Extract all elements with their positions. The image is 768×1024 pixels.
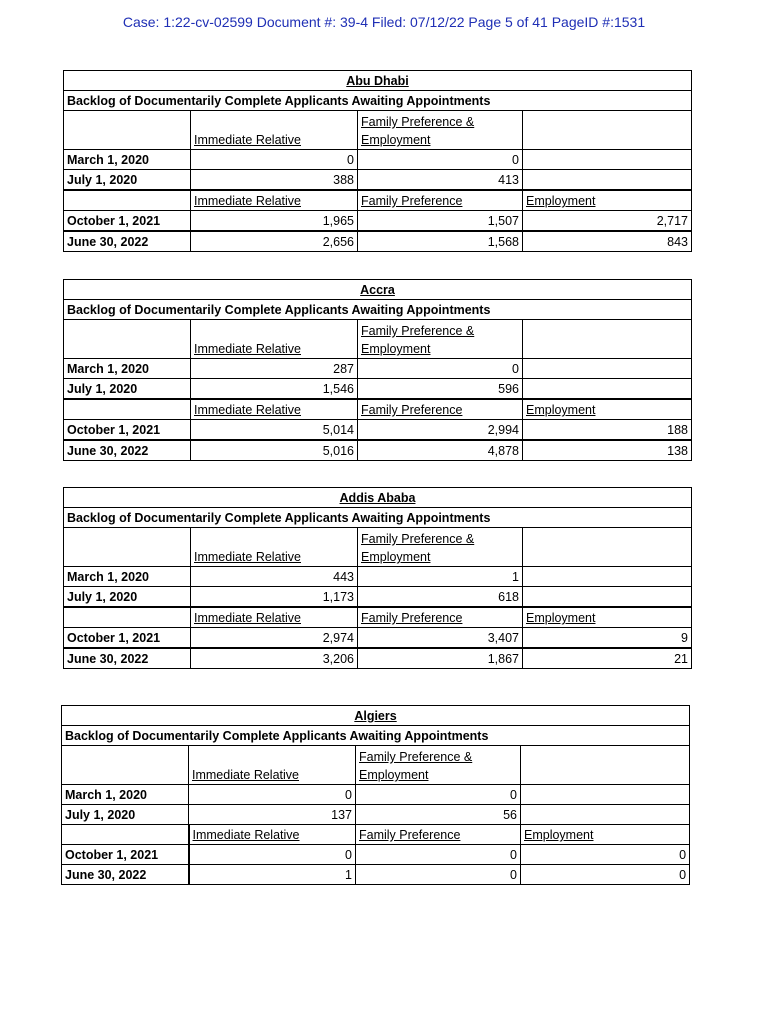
header-row bbox=[64, 528, 692, 567]
table-row bbox=[64, 420, 692, 441]
header-row bbox=[62, 746, 690, 785]
col-header-immediate-relative: Immediate Relative bbox=[191, 607, 358, 628]
header-row bbox=[64, 399, 692, 420]
employment-value: 188 bbox=[523, 420, 692, 441]
empty-cell bbox=[64, 528, 191, 567]
empty-cell bbox=[64, 320, 191, 359]
employment-value: 0 bbox=[521, 865, 690, 885]
col-header-family-preference: Family Preference bbox=[356, 825, 521, 845]
empty-cell bbox=[523, 170, 692, 191]
row-date: July 1, 2020 bbox=[64, 379, 191, 400]
city-name: Accra bbox=[64, 280, 692, 300]
col-header-employment: Employment bbox=[523, 607, 692, 628]
table-row bbox=[62, 865, 690, 885]
immediate-relative-value: 1,546 bbox=[191, 379, 358, 400]
empty-cell bbox=[523, 320, 692, 359]
table-row bbox=[62, 805, 690, 825]
empty-cell bbox=[64, 607, 191, 628]
table-subtitle: Backlog of Documentarily Complete Applicants Awaiting Appointments bbox=[64, 508, 692, 528]
table-row bbox=[64, 379, 692, 400]
row-date: June 30, 2022 bbox=[64, 648, 191, 669]
immediate-relative-value: 0 bbox=[189, 845, 356, 865]
employment-value: 138 bbox=[523, 440, 692, 461]
family-pref-employment-value: 0 bbox=[358, 150, 523, 170]
col-header-family-pref-employment: Family Preference & Employment bbox=[358, 111, 523, 150]
immediate-relative-value: 2,974 bbox=[191, 628, 358, 649]
table-row bbox=[64, 628, 692, 649]
family-pref-employment-value: 413 bbox=[358, 170, 523, 191]
col-header-employment: Employment bbox=[523, 399, 692, 420]
table-row bbox=[64, 648, 692, 669]
subtitle-row bbox=[64, 91, 692, 111]
empty-cell bbox=[64, 399, 191, 420]
table-row bbox=[64, 150, 692, 170]
immediate-relative-value: 388 bbox=[191, 170, 358, 191]
empty-cell bbox=[521, 746, 690, 785]
city-name: Abu Dhabi bbox=[64, 71, 692, 91]
immediate-relative-value: 1 bbox=[189, 865, 356, 885]
col-header-immediate-relative: Immediate Relative bbox=[189, 825, 356, 845]
row-date: July 1, 2020 bbox=[64, 587, 191, 608]
immediate-relative-value: 1,173 bbox=[191, 587, 358, 608]
city-name: Algiers bbox=[62, 706, 690, 726]
employment-value: 2,717 bbox=[523, 211, 692, 232]
immediate-relative-value: 287 bbox=[191, 359, 358, 379]
immediate-relative-value: 0 bbox=[189, 785, 356, 805]
table-row bbox=[64, 359, 692, 379]
empty-cell bbox=[523, 359, 692, 379]
table-subtitle: Backlog of Documentarily Complete Applicants Awaiting Appointments bbox=[64, 300, 692, 320]
row-date: March 1, 2020 bbox=[64, 567, 191, 587]
family-pref-employment-value: 1 bbox=[358, 567, 523, 587]
immediate-relative-value: 5,014 bbox=[191, 420, 358, 441]
backlog-table-abu-dhabi bbox=[63, 70, 692, 252]
header-row bbox=[62, 825, 690, 845]
family-preference-value: 1,568 bbox=[358, 231, 523, 252]
col-header-family-preference: Family Preference bbox=[358, 190, 523, 211]
city-row bbox=[64, 71, 692, 91]
family-preference-value: 4,878 bbox=[358, 440, 523, 461]
empty-cell bbox=[523, 111, 692, 150]
city-row bbox=[64, 488, 692, 508]
employment-value: 0 bbox=[521, 845, 690, 865]
row-date: June 30, 2022 bbox=[64, 440, 191, 461]
backlog-table-accra bbox=[63, 279, 692, 461]
employment-value: 843 bbox=[523, 231, 692, 252]
family-pref-employment-value: 618 bbox=[358, 587, 523, 608]
family-pref-employment-value: 0 bbox=[356, 785, 521, 805]
row-date: June 30, 2022 bbox=[62, 865, 189, 885]
table-row bbox=[64, 567, 692, 587]
row-date: July 1, 2020 bbox=[64, 170, 191, 191]
col-header-immediate-relative: Immediate Relative bbox=[189, 746, 356, 785]
family-pref-employment-value: 0 bbox=[358, 359, 523, 379]
table-row bbox=[62, 845, 690, 865]
col-header-immediate-relative: Immediate Relative bbox=[191, 399, 358, 420]
family-preference-value: 1,507 bbox=[358, 211, 523, 232]
empty-cell bbox=[523, 587, 692, 608]
empty-cell bbox=[62, 825, 189, 845]
subtitle-row bbox=[64, 300, 692, 320]
city-name: Addis Ababa bbox=[64, 488, 692, 508]
table-subtitle: Backlog of Documentarily Complete Applicants Awaiting Appointments bbox=[62, 726, 690, 746]
row-date: October 1, 2021 bbox=[64, 420, 191, 441]
empty-cell bbox=[521, 805, 690, 825]
table-subtitle: Backlog of Documentarily Complete Applicants Awaiting Appointments bbox=[64, 91, 692, 111]
col-header-family-pref-employment: Family Preference & Employment bbox=[358, 320, 523, 359]
row-date: October 1, 2021 bbox=[64, 628, 191, 649]
immediate-relative-value: 5,016 bbox=[191, 440, 358, 461]
empty-cell bbox=[62, 746, 189, 785]
table-row bbox=[64, 211, 692, 232]
city-row bbox=[64, 280, 692, 300]
immediate-relative-value: 3,206 bbox=[191, 648, 358, 669]
header-row bbox=[64, 320, 692, 359]
table-row bbox=[64, 170, 692, 191]
table-row bbox=[62, 785, 690, 805]
col-header-employment: Employment bbox=[521, 825, 690, 845]
empty-cell bbox=[64, 111, 191, 150]
city-row bbox=[62, 706, 690, 726]
header-row bbox=[64, 607, 692, 628]
row-date: June 30, 2022 bbox=[64, 231, 191, 252]
family-preference-value: 0 bbox=[356, 865, 521, 885]
immediate-relative-value: 0 bbox=[191, 150, 358, 170]
family-preference-value: 1,867 bbox=[358, 648, 523, 669]
family-preference-value: 2,994 bbox=[358, 420, 523, 441]
family-preference-value: 0 bbox=[356, 845, 521, 865]
row-date: July 1, 2020 bbox=[62, 805, 189, 825]
table-row bbox=[64, 587, 692, 608]
empty-cell bbox=[521, 785, 690, 805]
family-preference-value: 3,407 bbox=[358, 628, 523, 649]
col-header-immediate-relative: Immediate Relative bbox=[191, 190, 358, 211]
subtitle-row bbox=[64, 508, 692, 528]
col-header-family-preference: Family Preference bbox=[358, 399, 523, 420]
table-row bbox=[64, 440, 692, 461]
row-date: March 1, 2020 bbox=[64, 359, 191, 379]
row-date: March 1, 2020 bbox=[64, 150, 191, 170]
subtitle-row bbox=[62, 726, 690, 746]
col-header-family-pref-employment: Family Preference & Employment bbox=[358, 528, 523, 567]
row-date: October 1, 2021 bbox=[64, 211, 191, 232]
page-header: Case: 1:22-cv-02599 Document #: 39-4 Filed: 07/12/22 Page 5 of 41 PageID #:1531 bbox=[122, 14, 646, 30]
table-row bbox=[64, 231, 692, 252]
col-header-family-pref-employment: Family Preference & Employment bbox=[356, 746, 521, 785]
backlog-table-algiers bbox=[61, 705, 690, 885]
empty-cell bbox=[64, 190, 191, 211]
backlog-table-addis-ababa bbox=[63, 487, 692, 669]
header-row bbox=[64, 111, 692, 150]
col-header-family-preference: Family Preference bbox=[358, 607, 523, 628]
empty-cell bbox=[523, 567, 692, 587]
employment-value: 9 bbox=[523, 628, 692, 649]
row-date: March 1, 2020 bbox=[62, 785, 189, 805]
empty-cell bbox=[523, 528, 692, 567]
empty-cell bbox=[523, 379, 692, 400]
header-row bbox=[64, 190, 692, 211]
family-pref-employment-value: 56 bbox=[356, 805, 521, 825]
immediate-relative-value: 2,656 bbox=[191, 231, 358, 252]
immediate-relative-value: 443 bbox=[191, 567, 358, 587]
col-header-immediate-relative: Immediate Relative bbox=[191, 528, 358, 567]
empty-cell bbox=[523, 150, 692, 170]
col-header-employment: Employment bbox=[523, 190, 692, 211]
immediate-relative-value: 137 bbox=[189, 805, 356, 825]
col-header-immediate-relative: Immediate Relative bbox=[191, 320, 358, 359]
employment-value: 21 bbox=[523, 648, 692, 669]
immediate-relative-value: 1,965 bbox=[191, 211, 358, 232]
row-date: October 1, 2021 bbox=[62, 845, 189, 865]
family-pref-employment-value: 596 bbox=[358, 379, 523, 400]
col-header-immediate-relative: Immediate Relative bbox=[191, 111, 358, 150]
